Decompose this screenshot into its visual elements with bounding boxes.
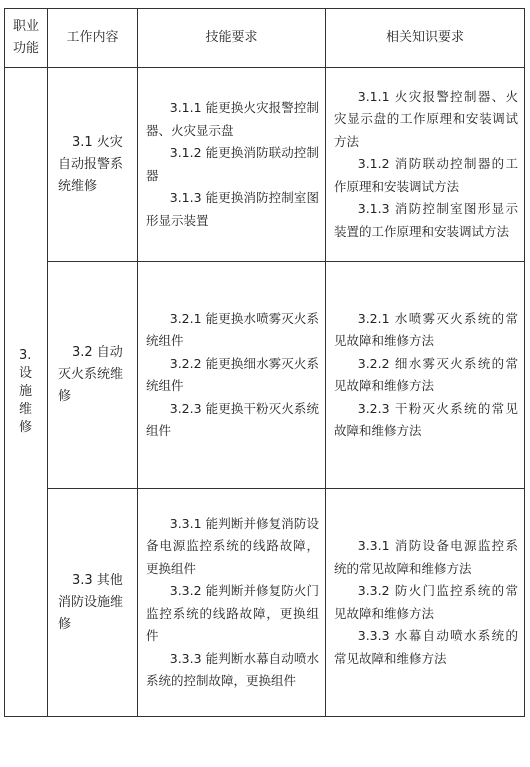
- table-row: [5, 262, 525, 489]
- header-function: [5, 9, 48, 68]
- header-function-line2: 功能: [12, 41, 39, 56]
- skill-cell: [138, 262, 326, 489]
- work-content-cell: [48, 68, 138, 262]
- table-row: [5, 489, 525, 717]
- work-content-cell: [48, 262, 138, 489]
- work-content-text: 3.1 火灾自动报警系统维修: [58, 134, 124, 194]
- knowledge-item: 3.2.1 水喷雾灭火系统的常见故障和维修方法: [334, 310, 518, 348]
- skill-item: 3.3.3 能判断水幕自动喷水系统的控制故障，更换组件: [146, 650, 319, 688]
- skill-item: 3.1.2 能更换消防联动控制器: [146, 145, 319, 183]
- skill-item: 3.3.1 能判断并修复消防设备电源监控系统的线路故障，更换组件: [146, 515, 319, 576]
- header-row: [5, 9, 525, 68]
- skills-table: [4, 8, 525, 717]
- skill-item: 3.2.2 能更换细水雾灭火系统组件: [146, 355, 319, 393]
- knowledge-cell: [326, 262, 525, 489]
- function-char: 施: [19, 384, 33, 399]
- table-row: [5, 68, 525, 262]
- header-work: 工作内容: [48, 9, 138, 68]
- knowledge-item: 3.3.2 防火门监控系统的常见故障和维修方法: [334, 583, 518, 621]
- skill-item: 3.1.1 能更换火灾报警控制器、火灾显示盘: [146, 100, 319, 138]
- work-content-cell: [48, 489, 138, 717]
- knowledge-item: 3.1.1 火灾报警控制器、火灾显示盘的工作原理和安装调试方法: [334, 88, 518, 149]
- function-cell: [5, 68, 48, 717]
- skill-cell: [138, 489, 326, 717]
- knowledge-item: 3.1.2 消防联动控制器的工作原理和安装调试方法: [334, 156, 518, 194]
- work-content-text: 3.2 自动灭火系统维修: [58, 345, 124, 404]
- skill-item: 3.3.2 能判断并修复防火门监控系统的线路故障，更换组件: [146, 583, 319, 643]
- knowledge-cell: [326, 68, 525, 262]
- knowledge-item: 3.2.2 细水雾灭火系统的常见故障和维修方法: [334, 355, 518, 393]
- knowledge-item: 3.3.1 消防设备电源监控系统的常见故障和维修方法: [334, 538, 518, 576]
- knowledge-item: 3.1.3 消防控制室图形显示装置的工作原理和安装调试方法: [334, 201, 518, 239]
- header-function-line1: 职业: [12, 19, 39, 34]
- knowledge-item: 3.3.3 水幕自动喷水系统的常见故障和维修方法: [334, 628, 518, 666]
- function-char: 设: [19, 366, 33, 381]
- function-char: 维: [19, 402, 33, 417]
- skill-item: 3.2.1 能更换水喷雾灭火系统组件: [146, 310, 319, 348]
- header-skill: 技能要求: [138, 9, 326, 68]
- knowledge-cell: [326, 489, 525, 717]
- header-knowledge: 相关知识要求: [326, 9, 525, 68]
- function-char: 修: [19, 420, 33, 435]
- skill-item: 3.1.3 能更换消防控制室图形显示装置: [146, 190, 319, 228]
- function-number: 3.: [19, 348, 32, 363]
- skill-item: 3.2.3 能更换干粉灭火系统组件: [146, 400, 319, 438]
- knowledge-item: 3.2.3 干粉灭火系统的常见故障和维修方法: [334, 400, 518, 438]
- work-content-text: 3.3 其他消防设施维修: [58, 572, 124, 632]
- skill-cell: [138, 68, 326, 262]
